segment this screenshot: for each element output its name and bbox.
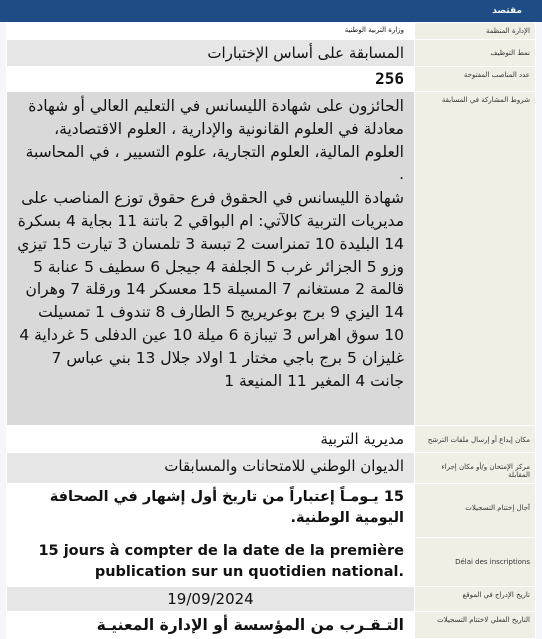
row-deadline-ar (7, 484, 536, 538)
conditions-paragraph-1: الحائزون على شهادة الليسانس في التعليم العالي أو شهادة معادلة في العلوم القانونية والإدارية ، العلوم الاقتصادية، العلوم المالية، العلوم التجارية، علوم التسيير ، في المحاسبة . (25, 97, 404, 184)
job-title-bar (0, 0, 542, 22)
row-conditions (7, 92, 536, 426)
value-deadline-ar (7, 484, 415, 538)
value-org: وزارة التربية الوطنية (7, 23, 415, 40)
row-positions (7, 67, 536, 92)
label-deadline-ar: آجال إختتام التسجيلات (415, 484, 536, 538)
label-positions: عدد المناصب المفتوحة (415, 67, 536, 92)
label-org: الإدارة المنظمة (415, 23, 536, 40)
job-title: مقتصد (492, 6, 522, 16)
row-recruitment-mode (7, 40, 536, 67)
row-deadline-fr (7, 538, 536, 587)
value-recruitment-mode: المسابقة على أساس الإختبارات (7, 40, 415, 67)
row-org (7, 23, 536, 40)
label-deadline-fr: Délai des inscriptions (415, 538, 536, 587)
label-recruitment-mode: نمط التوظيف (415, 40, 536, 67)
row-exam-center (7, 453, 536, 484)
conditions-paragraph-2: شهادة الليسانس في الحقوق فرع حقوق توزع المناصب على مديريات التربية كالآتي: ام البواقي 2 باتنة 11 بجاية 4 بسكرة 14 البليدة 10 تمنراست 2 تبسة 3 تلمسان 3 تيارت 15 تيزي وزو 5 الجزائر غرب 5 الجلفة 4 جيجل 6 سطيف 5 عنابة 5 قالمة 2 مستغانم 7 المسيلة 15 معسكر 14 ورقلة 7 وهران 14 اليزي 9 برج بوعريريج 5 الطارف 8 تندوف 1 تمسيلت 10 سوق اهراس 3 تيبازة 6 ميلة 10 عين الدفلى 5 غرداية 4 غليزان 5 برج باجي مختار 1 اولاد جلال 13 بني عباس 7 جانت 4 المغير 11 المنيعة 1 (17, 189, 404, 390)
label-submission-place: مكان إيداع أو إرسال ملفات الترشح (415, 426, 536, 453)
row-actual-close (7, 612, 536, 639)
value-positions: 256 (7, 67, 415, 92)
deadline-ar-text: 15 يـومـاً إعتباراً من تاريخ أول إشهار في الصحافة اليومية الوطنية. (49, 489, 404, 526)
row-posting-date (7, 587, 536, 612)
value-conditions (7, 92, 415, 426)
value-submission-place: مديرية التربية (7, 426, 415, 453)
value-deadline-fr: 15 jours à compter de la date de la première publication sur un quotidien national. (7, 538, 415, 587)
label-actual-close: التاريخ الفعلي لاختتام التسجيلات (415, 612, 536, 639)
announcement-table (6, 22, 536, 639)
label-posting-date: تاريخ الإدراج في الموقع (415, 587, 536, 612)
value-posting-date: 19/09/2024 (7, 587, 415, 612)
value-exam-center: الديوان الوطني للامتحانات والمسابقات (7, 453, 415, 484)
label-exam-center: مركز الإمتحان و/أو مكان إجراء المقابلة (415, 453, 536, 484)
value-actual-close: التـقـرب من المؤسسة أو الإدارة المعنيـة (7, 612, 415, 639)
label-conditions: شروط المشاركة في المسابقة (415, 92, 536, 426)
row-submission-place (7, 426, 536, 453)
